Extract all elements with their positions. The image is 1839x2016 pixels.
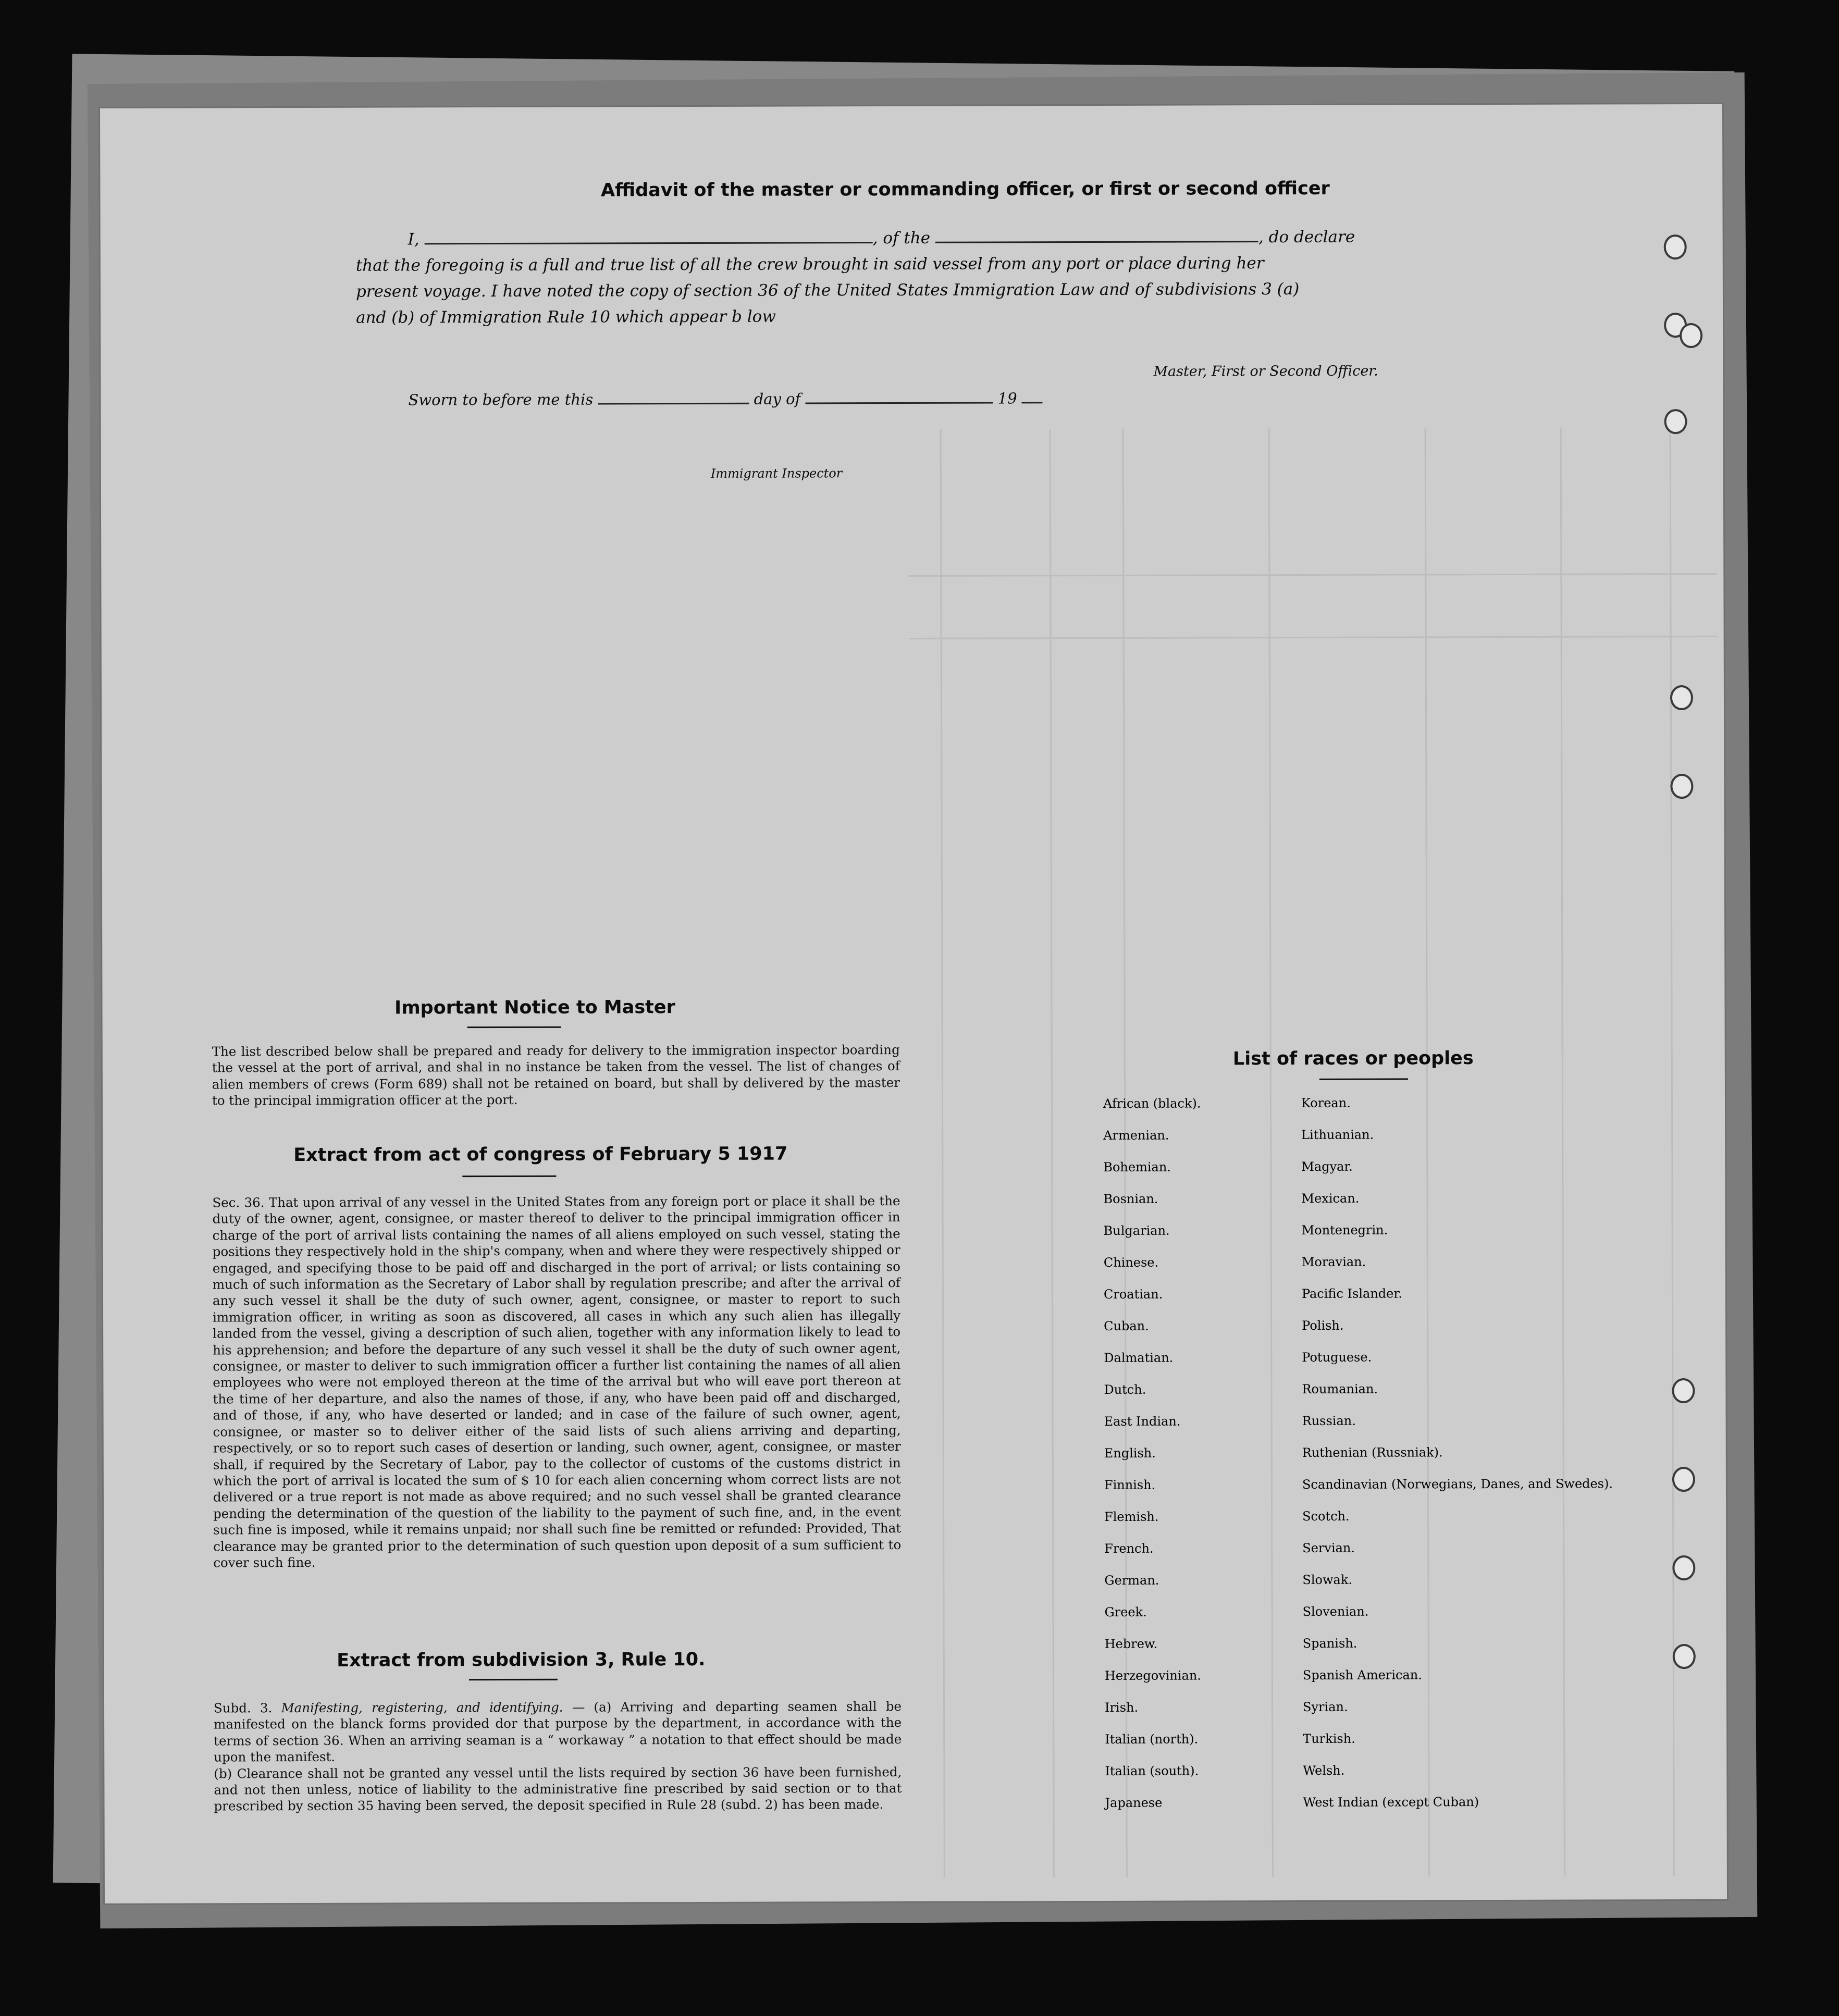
races-right-column [1301,1094,1614,1826]
extract-act-title-rule [462,1176,556,1177]
extract-rule-title-rule [469,1679,558,1680]
punch-hole [1672,1555,1695,1580]
inspector-label: Immigrant Inspector [710,466,843,481]
punch-hole [1664,409,1687,434]
race-item: Dutch. [1104,1382,1146,1397]
notice-title-rule [467,1026,561,1028]
race-item: Italian (south). [1105,1763,1199,1778]
extract-rule-title: Extract from subdivision 3, Rule 10. [337,1649,706,1671]
bleed-through-line [1050,429,1055,1877]
bleed-through-line [909,573,1717,577]
race-item: Lithuanian. [1301,1127,1374,1142]
vessel-name-blank[interactable] [935,225,1258,243]
race-item: Moravian. [1301,1254,1366,1269]
race-item: Cuban. [1104,1318,1149,1333]
bleed-through-line [1268,428,1274,1877]
race-item: Polish. [1302,1318,1344,1333]
race-item: Irish. [1105,1700,1139,1715]
punch-hole [1672,1378,1695,1403]
affidavit-line-4: and (b) of Immigration Rule 10 which appear b low [356,307,776,327]
race-item: Korean. [1301,1095,1351,1110]
race-item: Potuguese. [1302,1350,1372,1365]
affidavit-declare-label: , do declare [1258,227,1355,247]
officer-name-blank[interactable] [425,226,873,244]
section-36-text: Sec. 36. That upon arrival of any vessel in the United States from any foreign port or place it shall be the duty of the owner, agent, consignee, or master thereof to deliver to the principal immigration officer in charge of the port of arrival lists containing the names of all aliens employed on such vessel, stating the positions they respectively hold in the ship's company, when and where they were respectively shipped or engaged, and specifying those to be paid off and discharged in the port of arrival; or lists containing so much of such information as the Secretary of Labor shall by regulation prescribe; and after the arrival of any such vessel it shall be the duty of such owner, agent, consignee, or master to report to such immigration officer, in writing as soon as discovered, all cases in which any such alien has illegally landed from the vessel, giving a description of such alien, together with any information likely to lead to his apprehension; and before the departure of any such vessel it shall be the duty of such owner agent, consignee, or master to deliver to such immigration officer a further list containing the names of all alien employees who were not employed thereon at the time of the arrival but who will eave port thereon at the time of her departure, and also the names of those, if any, who have been paid off and discharged, and of those, if any, who have deserted or landed; and in case of the failure of such owner, agent, consignee, or master so to deliver either of the said lists of such aliens arriving and departing, respectively, or so to report such cases of desertion or landing, such owner, agent, consignee, or master shall, if required by the Secretary of Labor, pay to the collector of customs of the customs district in which the port of arrival is located the sum of $ 10 for each alien concerning whom correct lists are not delivered or a true report is not made as above required; and no such vessel shall be granted clearance pending the determination of the question of the liability to the payment of such fine, and, in the event such fine is imposed, while it remains unpaid; nor shall such fine be remitted or refunded: Provided, That clearance may be granted prior to the determination of such question upon deposit of a sum sufficient to cover such fine. [212,1193,902,1570]
master-signature-label: Master, First or Second Officer. [1153,363,1378,380]
race-item: Roumanian. [1302,1381,1378,1396]
race-item: Spanish. [1302,1636,1357,1651]
races-left-column [1103,1095,1203,1826]
punch-hole [1672,1467,1695,1492]
punch-hole [1664,234,1687,259]
affidavit-line-3: present voyage. I have noted the copy of section 36 of the United States Immigration Law and of subdivisions 3 (a) [355,279,1300,301]
punch-hole [1680,323,1702,348]
race-item: Bohemian. [1103,1159,1171,1174]
race-item: Bulgarian. [1103,1223,1170,1238]
race-item: Russian. [1302,1413,1356,1428]
affidavit-i-label: I, [408,230,419,249]
race-item: Slovenian. [1302,1604,1369,1619]
race-item: Chinese. [1103,1255,1159,1270]
race-item: Spanish American. [1302,1667,1422,1683]
race-item: Servian. [1302,1540,1355,1555]
bleed-through-line [909,636,1717,639]
race-item: Bosnian. [1103,1191,1158,1206]
race-item: German. [1104,1573,1159,1588]
affidavit-title: Affidavit of the master or commanding officer, or first or second officer [600,178,1330,201]
race-item: Welsh. [1303,1763,1345,1778]
sworn-line [408,386,1043,409]
sworn-day-blank[interactable] [598,387,749,405]
race-item: Italian (north). [1105,1731,1199,1747]
extract-act-title: Extract from act of congress of February 5 1917 [293,1143,788,1166]
sworn-month-blank[interactable] [805,387,993,404]
race-item: Pacific Islander. [1301,1286,1402,1301]
punch-hole [1673,1644,1696,1669]
sworn-year-blank[interactable] [1022,386,1043,403]
race-item: Ruthenian (Russniak). [1302,1445,1443,1460]
race-item: Greek. [1104,1604,1147,1619]
races-title: List of races or peoples [1232,1048,1474,1070]
race-item: English. [1104,1445,1156,1461]
affidavit-declaration-line [408,224,1586,253]
notice-title: Important Notice to Master [394,997,675,1019]
year-label: 19 [997,389,1017,407]
race-item: Armenian. [1103,1128,1169,1143]
race-item: Turkish. [1303,1731,1355,1746]
race-item: African (black). [1103,1096,1201,1111]
affidavit-line-2: that the foregoing is a full and true list of all the crew brought in said vessel from any port or place during her [355,254,1264,275]
race-item: Scandinavian (Norwegians, Danes, and Swedes). [1302,1476,1613,1492]
race-item: East Indian. [1104,1414,1181,1429]
races-title-rule [1319,1078,1408,1080]
race-item: West Indian (except Cuban) [1303,1795,1479,1810]
race-item: Finnish. [1104,1477,1156,1492]
subd-label: Subd. 3. [213,1700,273,1716]
race-item: Scotch. [1302,1508,1350,1524]
punch-hole [1670,774,1693,799]
subd-a-text: — (a) Arriving and departing seamen shall be manifested on the blanck forms provided dor that purpose by the department, in accordance with the terms of section 36. When an arriving seaman is a “ workaway ” a notation to that effect should be made upon the manifest. [214,1698,902,1765]
race-item: Dalmatian. [1104,1350,1174,1365]
race-item: Hebrew. [1104,1636,1158,1651]
race-item: Montenegrin. [1301,1222,1388,1238]
affidavit-of-label: , of the [872,228,931,248]
race-item: Slowak. [1302,1572,1353,1587]
race-item: French. [1104,1541,1154,1556]
punch-hole [1670,685,1693,710]
notice-text: The list described below shall be prepared and ready for delivery to the immigration inspector boarding the vessel at the port of arrival, and shal in no instance be taken from the vessel. The list of changes of alien members of crews (Form 689) shall not be retained on board, but shall by delivered by the master to the principal immigration officer at the port. [212,1042,900,1108]
race-item: Croatian. [1103,1287,1163,1302]
race-item: Magyar. [1301,1159,1353,1174]
race-item: Japanese [1105,1795,1163,1810]
race-item: Syrian. [1303,1699,1348,1714]
race-item: Mexican. [1301,1191,1360,1206]
subd-b-text: (b) Clearance shall not be granted any vessel until the lists required by section 36 have been furnished, and not then unless, notice of liability to the administrative fine prescribed by said section or to that prescribed by section 35 having been served, the deposit specified in Rule 28 (subd. 2) has been made. [214,1764,902,1814]
sworn-label: Sworn to before me this [408,390,594,409]
bleed-through-line [940,429,945,1878]
manifest-page [100,104,1727,1903]
subdivision-3-text [214,1698,902,1814]
race-item: Herzegovinian. [1104,1668,1201,1683]
day-of-label: day of [754,390,801,408]
subd-heading: Manifesting, registering, and identifying. [281,1699,563,1716]
race-item: Flemish. [1104,1509,1159,1524]
